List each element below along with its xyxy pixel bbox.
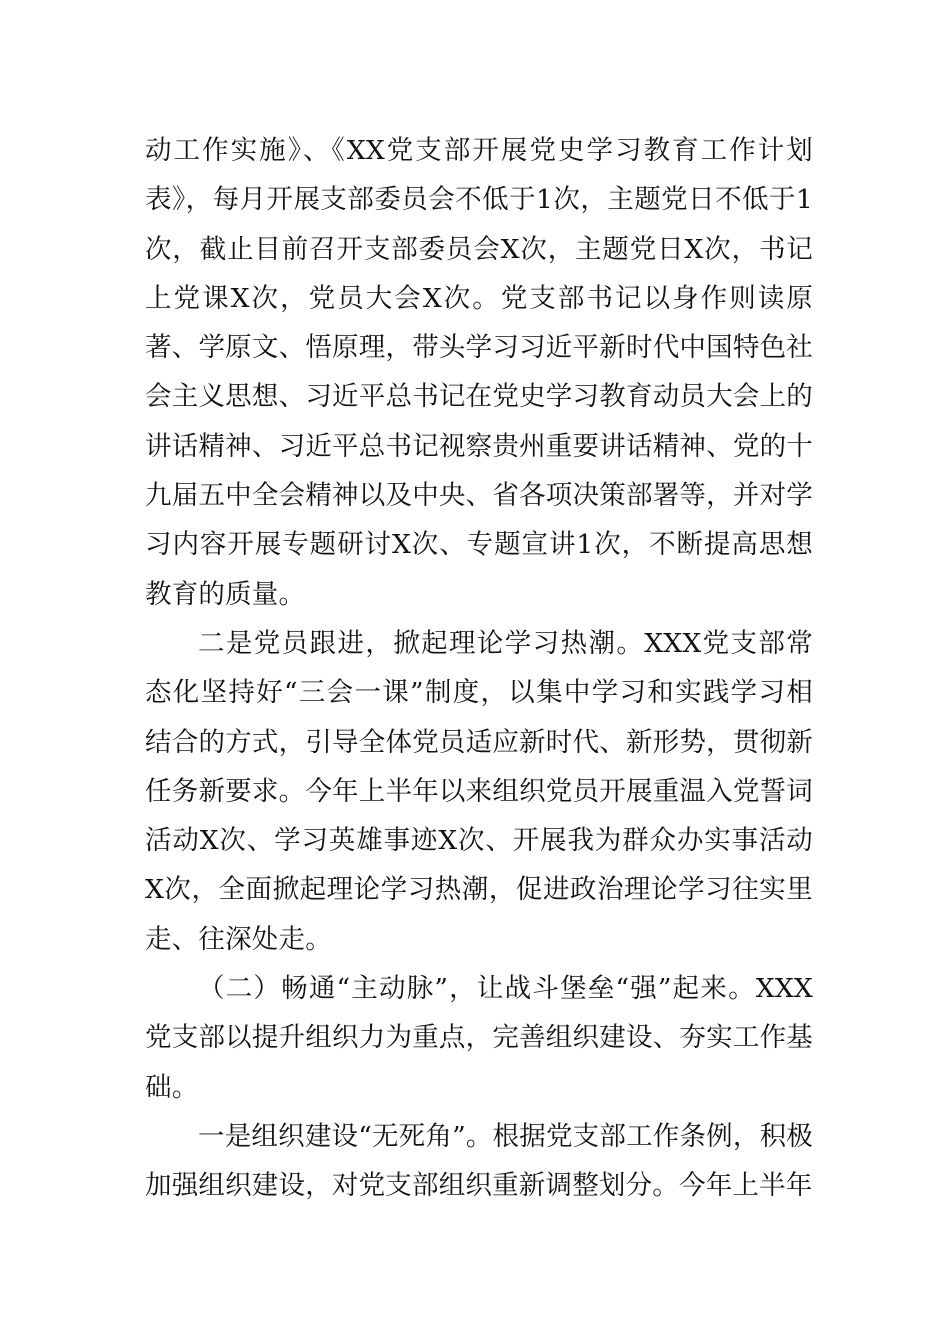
paragraph-organization-building: 一是组织建设“无死角”。根据党支部工作条例，积极加强组织建设，对党支部组织重新调整划分。今年上半年 <box>145 1120 813 1202</box>
paragraph-section-two-heading: （二）畅通“主动脉”，让战斗堡垒“强”起来。XXX党支部以提升组织力为重点，完善组织建设、夯实工作基础。 <box>145 973 813 1103</box>
paragraph-party-members-follow-up: 二是党员跟进，掀起理论学习热潮。XXX党支部常态化坚持好“三会一课”制度，以集中学习和实践学习相结合的方式，引导全体党员适应新时代、新形势，贯彻新任务新要求。今年上半年以来组织党员开展重温入党誓词活动X次、学习英雄事迹X次、开展我为群众办实事活动X次，全面掀起理论学习热潮，促进政治理论学习往实里走、往深处走。 <box>145 627 813 955</box>
document-body <box>145 126 813 1211</box>
paragraph-continuation: 动工作实施》、《XX党支部开展党史学习教育工作计划表》，每月开展支部委员会不低于1次，主题党日不低于1次，截止目前召开支部委员会X次，主题党日X次，书记上党课X次，党员大会X次。党支部书记以身作则读原著、学原文、悟原理，带头学习习近平新时代中国特色社会主义思想、习近平总书记在党史学习教育动员大会上的讲话精神、习近平总书记视察贵州重要讲话精神、党的十九届五中全会精神以及中央、省各项决策部署等，并对学习内容开展专题研讨X次、专题宣讲1次，不断提高思想教育的质量。 <box>145 135 813 610</box>
